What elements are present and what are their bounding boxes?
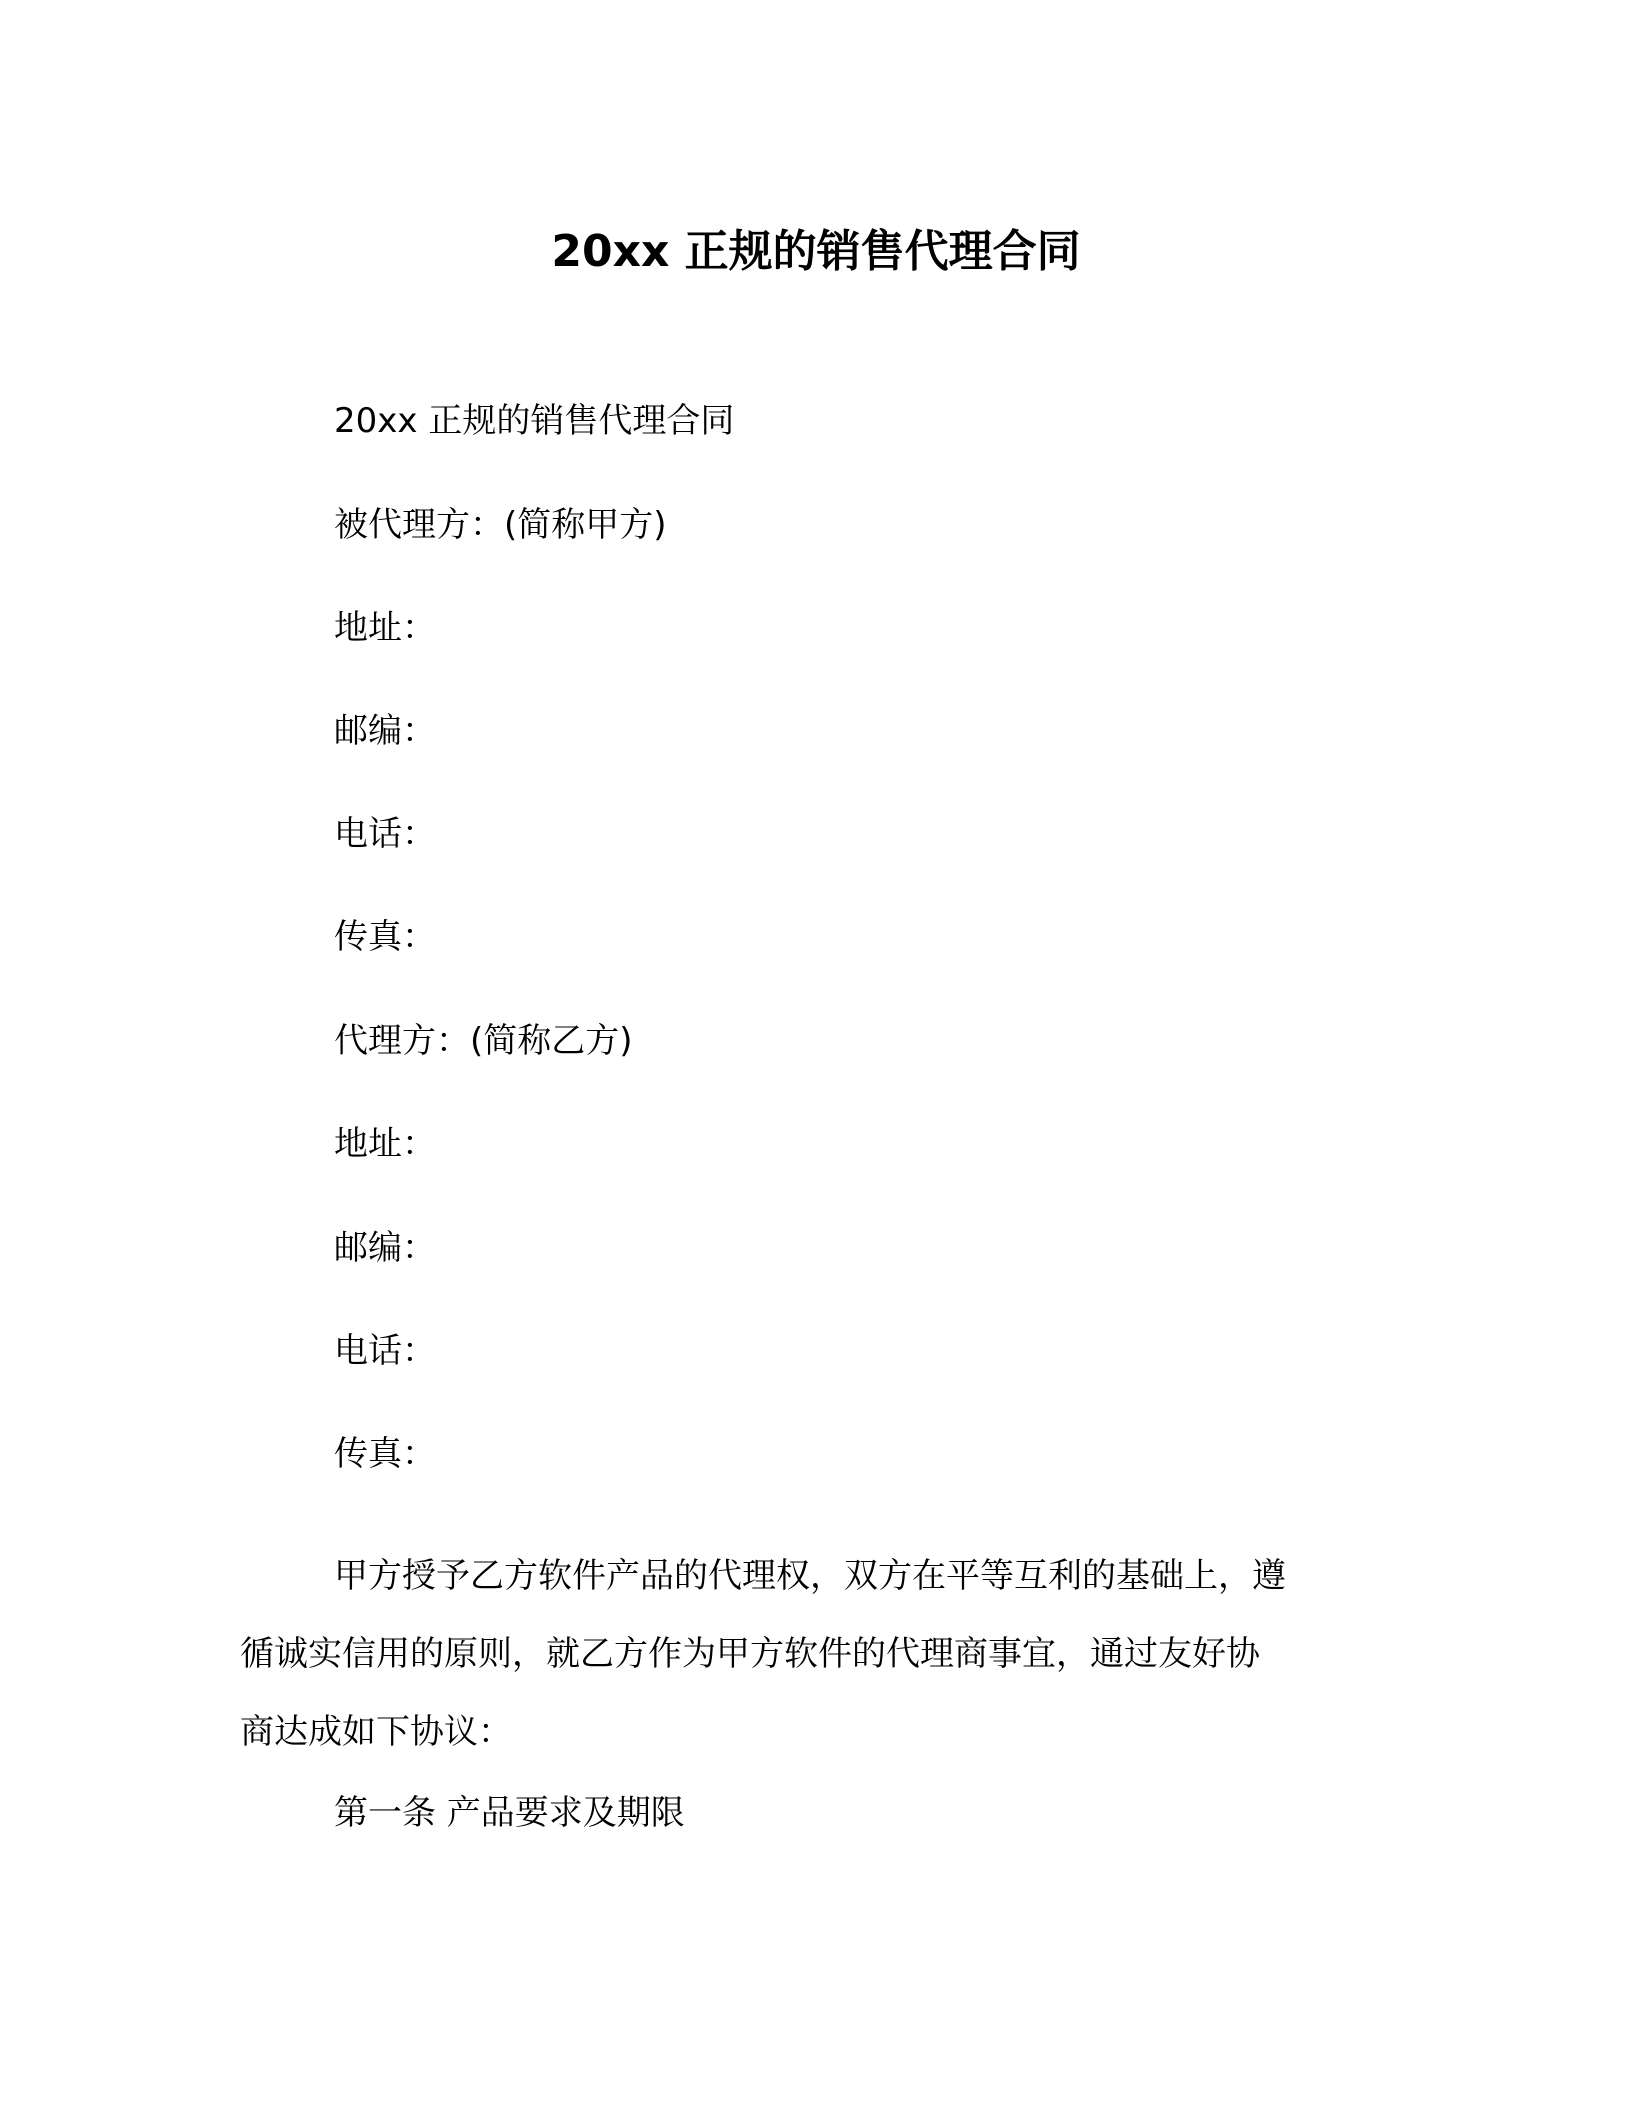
party-b-postcode-label: 邮编：: [334, 1228, 436, 1268]
intro-paragraph-line: 甲方授予乙方软件产品的代理权，双方在平等互利的基础上，遵: [334, 1556, 1286, 1596]
intro-paragraph: [240, 1537, 1390, 1771]
party-b-phone-label: 电话：: [334, 1331, 436, 1371]
document-title: 20xx 正规的销售代理合同: [551, 226, 1081, 277]
party-a-phone-label: 电话：: [334, 814, 436, 854]
party-b-address-label: 地址：: [334, 1124, 436, 1164]
intro-paragraph-line: 商达成如下协议：: [240, 1712, 512, 1752]
document-subtitle: 20xx 正规的销售代理合同: [334, 401, 735, 441]
party-a-fax-label: 传真：: [334, 917, 436, 957]
party-b-heading: 代理方：(简称乙方): [334, 1021, 633, 1061]
intro-paragraph-line: 循诚实信用的原则，就乙方作为甲方软件的代理商事宜，通过友好协: [240, 1634, 1260, 1674]
party-a-heading: 被代理方：(简称甲方): [334, 505, 667, 545]
party-a-postcode-label: 邮编：: [334, 711, 436, 751]
article-1-heading: 第一条 产品要求及期限: [334, 1793, 685, 1833]
party-a-address-label: 地址：: [334, 608, 436, 648]
party-b-fax-label: 传真：: [334, 1434, 436, 1474]
